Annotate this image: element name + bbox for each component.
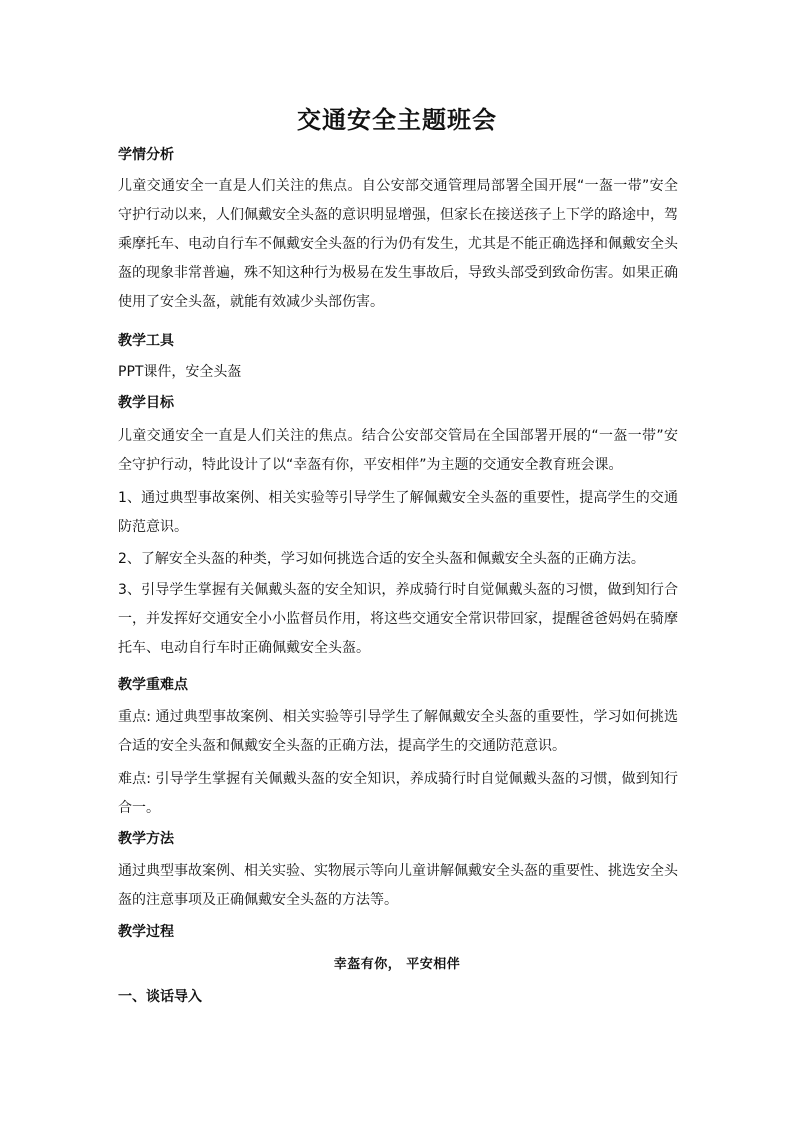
analysis-paragraph: 儿童交通安全一直是人们关注的焦点。自公安部交通管理局部署全国开展“一盔一带”安全守护行动以来，人们佩戴安全头盔的意识明显增强，但家长在接送孩子上下学的路途中，驾乘摩托车、电动自行车不佩戴安全头盔的行为仍有发生，尤其是不能正确选择和佩戴安全头盔的现象非常普遍，殊不知这种行为极易在发生事故后，导致头部受到致命伤害。如果正确使用了安全头盔，就能有效减少头部伤害。: [118, 178, 678, 310]
goals-item-2: 2、了解安全头盔的种类，学习如何挑选合适的安全头盔和佩戴安全头盔的正确方法。: [118, 551, 645, 567]
section-heading-goals: 教学目标: [118, 395, 174, 411]
section-heading-analysis: 学情分析: [118, 147, 174, 163]
process-step-1: 一、谈话导入: [118, 989, 202, 1005]
section-heading-key-points: 教学重难点: [118, 677, 188, 693]
section-heading-process: 教学过程: [118, 924, 174, 940]
section-heading-tools: 教学工具: [118, 333, 174, 349]
key-point-difficulty: 难点: 引导学生掌握有关佩戴头盔的安全知识，养成骑行时自觉佩戴头盔的习惯，做到知行合一。: [118, 771, 678, 816]
key-point-focus: 重点: 通过典型事故案例、相关实验等引导学生了解佩戴安全头盔的重要性，学习如何挑选合适的安全头盔和佩戴安全头盔的正确方法，提高学生的交通防范意识。: [118, 709, 678, 754]
goals-item-1: 1、通过典型事故案例、相关实验等引导学生了解佩戴安全头盔的重要性，提高学生的交通防范意识。: [118, 490, 678, 535]
tools-text: PPT课件，安全头盔: [118, 364, 242, 380]
goals-item-3: 3、引导学生掌握有关佩戴头盔的安全知识，养成骑行时自觉佩戴头盔的习惯，做到知行合一，并发挥好交通安全小小监督员作用，将这些交通安全常识带回家，提醒爸爸妈妈在骑摩托车、电动自行车时正确佩戴安全头盔。: [118, 582, 678, 656]
methods-paragraph: 通过典型事故案例、相关实验、实物展示等向儿童讲解佩戴安全头盔的重要性、挑选安全头盔的注意事项及正确佩戴安全头盔的方法等。: [118, 863, 678, 908]
goals-intro-paragraph: 儿童交通安全一直是人们关注的焦点。结合公安部交管局在全国部署开展的“一盔一带”安全守护行动，特此设计了以“幸盔有你，平安相伴”为主题的交通安全教育班会课。: [118, 428, 678, 473]
section-heading-methods: 教学方法: [118, 831, 174, 847]
process-theme: 幸盔有你， 平安相伴: [333, 957, 461, 972]
document-title: 交通安全主题班会: [297, 106, 497, 134]
